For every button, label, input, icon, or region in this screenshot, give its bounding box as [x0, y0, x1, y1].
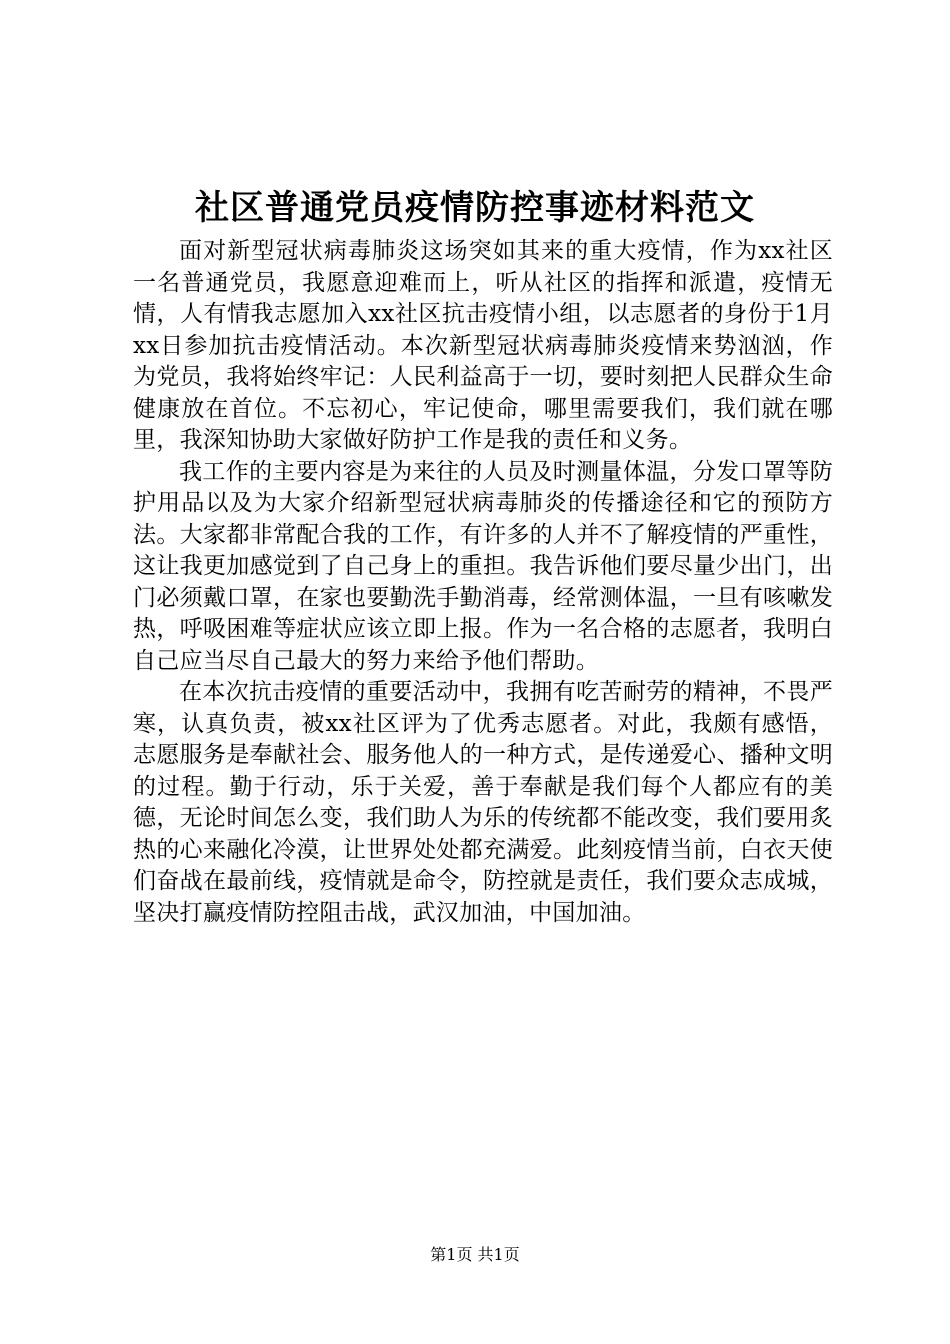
paragraph-3: 在本次抗击疫情的重要活动中，我拥有吃苦耐劳的精神，不畏严寒，认真负责，被xx社区评为了优秀志愿者。对此，我颇有感悟，志愿服务是奉献社会、服务他人的一种方式，是传递爱心、播种文明的过程。勤于行动，乐于关爱，善于奉献是我们每个人都应有的美德，无论时间怎么变，我们助人为乐的传统都不能改变，我们要用炙热的心来融化冷漠，让世界处处都充满爱。此刻疫情当前，白衣天使们奋战在最前线，疫情就是命令，防控就是责任，我们要众志成城，坚决打赢疫情防控阻击战，武汉加油，中国加油。: [133, 679, 833, 926]
document-title: 社区普通党员疫情防控事迹材料范文: [195, 188, 755, 228]
document-body: [133, 236, 833, 929]
page-footer: 第1页 共1页: [430, 1245, 520, 1264]
paragraph-1: 面对新型冠状病毒肺炎这场突如其来的重大疫情，作为xx社区一名普通党员，我愿意迎难而上，听从社区的指挥和派遣，疫情无情，人有情我志愿加入xx社区抗击疫情小组，以志愿者的身份于1月xx日参加抗击疫情活动。本次新型冠状病毒肺炎疫情来势汹汹，作为党员，我将始终牢记：人民利益高于一切，要时刻把人民群众生命健康放在首位。不忘初心，牢记使命，哪里需要我们，我们就在哪里，我深知协助大家做好防护工作是我的责任和义务。: [133, 238, 833, 453]
paragraph-2: 我工作的主要内容是为来往的人员及时测量体温，分发口罩等防护用品以及为大家介绍新型冠状病毒肺炎的传播途径和它的预防方法。大家都非常配合我的工作，有许多的人并不了解疫情的严重性，这让我更加感觉到了自己身上的重担。我告诉他们要尽量少出门，出门必须戴口罩，在家也要勤洗手勤消毒，经常测体温，一旦有咳嗽发热，呼吸困难等症状应该立即上报。作为一名合格的志愿者，我明白自己应当尽自己最大的努力来给予他们帮助。: [133, 458, 833, 674]
